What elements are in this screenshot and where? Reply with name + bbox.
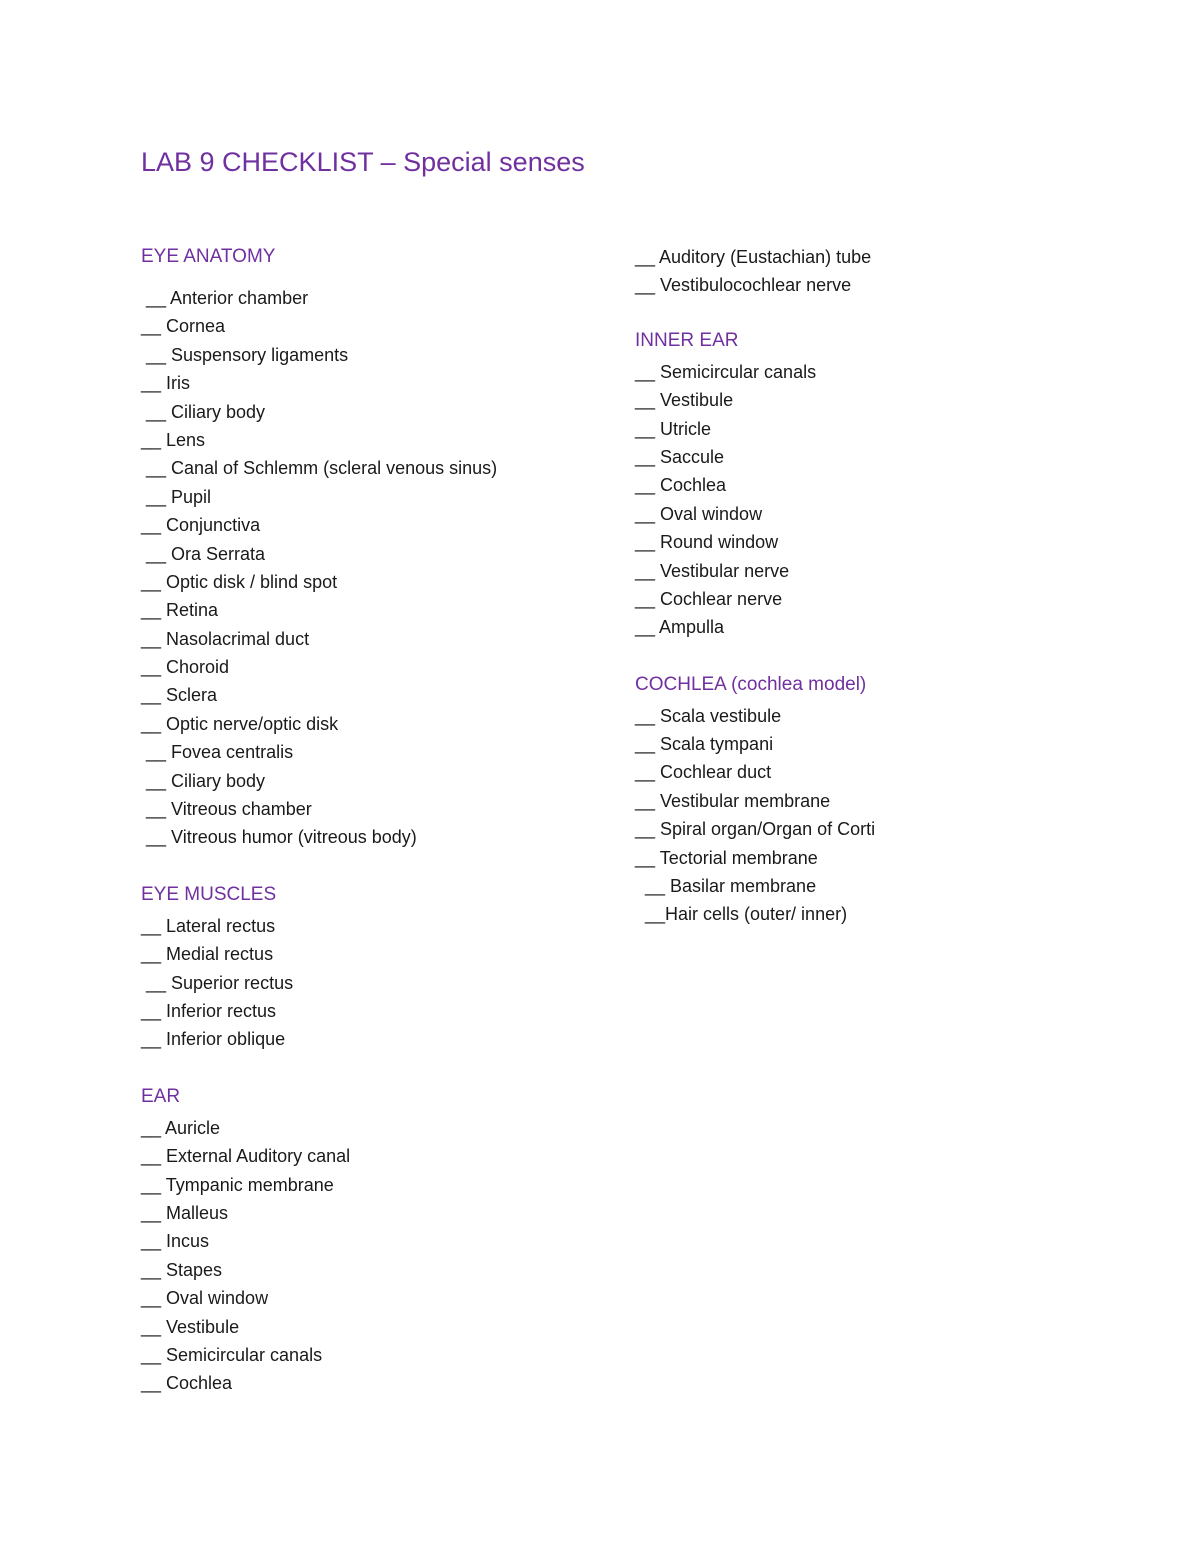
checklist-item: __ Basilar membrane (635, 876, 817, 897)
checklist-item: __ Canal of Schlemm (scleral venous sinus) (141, 458, 498, 479)
section-heading: EYE MUSCLES (141, 883, 277, 905)
checklist-item: __ Oval window (635, 503, 763, 524)
checklist-item: __ Cornea (141, 316, 226, 337)
checklist-item: __ Round window (635, 532, 779, 553)
checklist-item: __ Vitreous humor (vitreous body) (141, 827, 417, 848)
ear-section (141, 1084, 641, 1398)
checklist-item: __ Lens (141, 429, 206, 450)
checklist (635, 243, 1135, 300)
checklist-item: __Hair cells (outer/ inner) (635, 904, 848, 925)
checklist-item: __ Vestibulocochlear nerve (635, 275, 852, 296)
section-heading: COCHLEA (cochlea model) (635, 673, 867, 695)
checklist (141, 1114, 641, 1398)
cochlea-section (635, 672, 1135, 929)
checklist-item: __ Ora Serrata (141, 543, 266, 564)
checklist-item: __ Auricle (141, 1117, 221, 1138)
checklist-item: __ Ciliary body (141, 401, 266, 422)
eye-anatomy-section (141, 244, 641, 852)
checklist-item: __ Inferior rectus (141, 1000, 277, 1021)
checklist-item: __ Cochlear duct (635, 762, 772, 783)
checklist-item: __ Auditory (Eustachian) tube (635, 247, 872, 267)
checklist-item: __ Semicircular canals (141, 1344, 323, 1365)
checklist-item: __ Ampulla (635, 617, 725, 638)
checklist-item: __ Sclera (141, 685, 218, 706)
checklist-item: __ Optic nerve/optic disk (141, 713, 339, 734)
checklist-item: __ Lateral rectus (141, 915, 276, 936)
checklist-item: __ Cochlea (635, 475, 727, 496)
checklist-item: __ Utricle (635, 418, 712, 439)
inner-ear-section (635, 328, 1135, 642)
checklist-item: __ Vitreous chamber (141, 799, 312, 820)
checklist-item: __ Pupil (141, 486, 212, 507)
section-heading: EYE ANATOMY (141, 246, 276, 267)
checklist-item: __ External Auditory canal (141, 1146, 351, 1167)
checklist-item: __ Medial rectus (141, 944, 274, 965)
checklist-item: __ Cochlear nerve (635, 588, 783, 609)
checklist-item: __ Superior rectus (141, 972, 294, 993)
checklist-item: __ Optic disk / blind spot (141, 571, 338, 592)
checklist (141, 912, 641, 1054)
checklist-item: __ Oval window (141, 1288, 269, 1309)
section-heading: EAR (141, 1085, 181, 1107)
checklist-item: __ Vestibular membrane (635, 790, 831, 811)
checklist-item: __ Tectorial membrane (635, 847, 818, 868)
page-title: LAB 9 CHECKLIST – Special senses (141, 147, 585, 177)
checklist-item: __ Cochlea (141, 1373, 233, 1394)
checklist-item: __ Inferior oblique (141, 1029, 286, 1050)
checklist-item: __ Scala vestibule (635, 705, 782, 726)
checklist (635, 702, 1135, 929)
checklist-item: __ Scala tympani (635, 734, 774, 755)
eye-muscles-section (141, 882, 641, 1054)
right-column (635, 243, 1135, 929)
checklist-item: __ Fovea centralis (141, 742, 294, 763)
checklist-item: __ Vestibule (141, 1316, 240, 1337)
checklist-item: __ Malleus (141, 1202, 229, 1223)
checklist-item: __ Saccule (635, 446, 725, 467)
checklist-item: __ Vestibule (635, 390, 734, 411)
checklist-item: __ Tympanic membrane (141, 1174, 334, 1195)
checklist-item: __ Vestibular nerve (635, 560, 790, 581)
checklist-item: __ Conjunctiva (141, 515, 261, 536)
checklist-item: __ Nasolacrimal duct (141, 628, 310, 649)
checklist-item: __ Retina (141, 600, 219, 621)
checklist (635, 358, 1135, 642)
left-column (141, 244, 641, 1398)
checklist-item: __ Stapes (141, 1259, 223, 1280)
checklist-item: __ Suspensory ligaments (141, 344, 349, 365)
ear-continued-section (635, 243, 1135, 300)
checklist-item: __ Spiral organ/Organ of Corti (635, 819, 876, 840)
checklist-item: __ Anterior chamber (141, 288, 309, 308)
checklist-item: __ Semicircular canals (635, 361, 817, 382)
section-heading: INNER EAR (635, 329, 739, 351)
checklist-item: __ Incus (141, 1231, 210, 1252)
checklist-item: __ Iris (141, 373, 191, 394)
checklist-item: __ Ciliary body (141, 770, 266, 791)
checklist-item: __ Choroid (141, 657, 230, 678)
checklist (141, 284, 641, 852)
